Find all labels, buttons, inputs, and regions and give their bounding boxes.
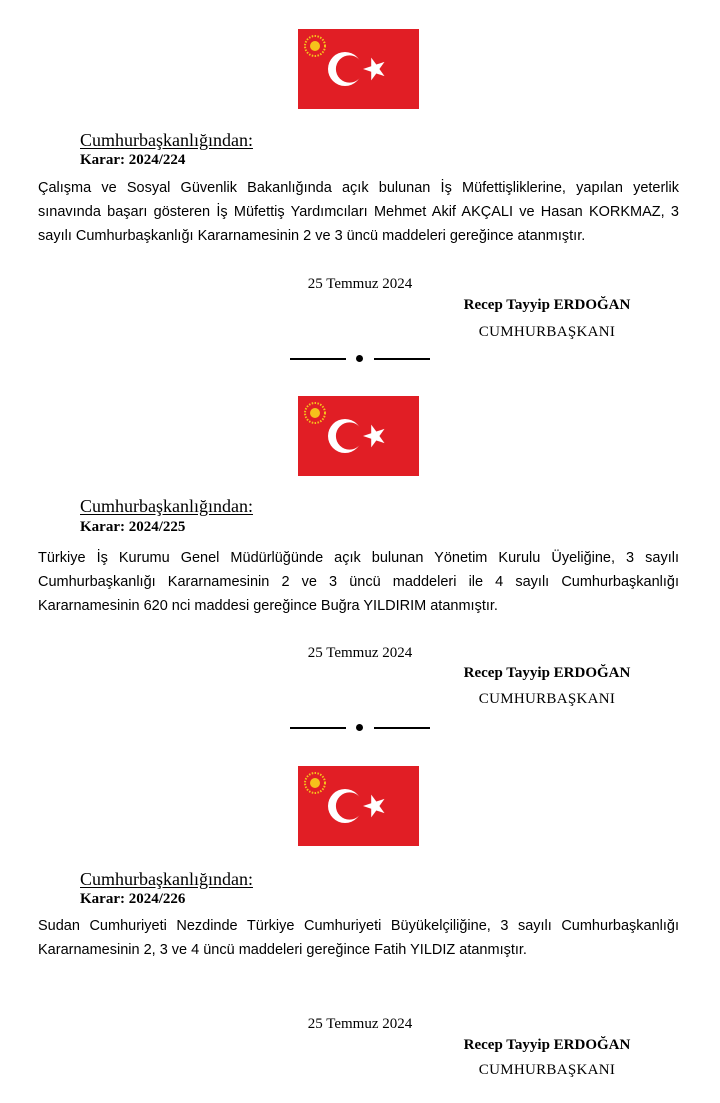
turkish-flag-icon: [298, 29, 419, 109]
signer-name: Recep Tayyip ERDOĞAN: [463, 665, 631, 681]
decision-date: 25 Temmuz 2024: [307, 276, 413, 292]
signer-title: CUMHURBAŞKANI: [478, 691, 616, 707]
section-divider: [290, 352, 430, 366]
turkish-flag-icon: [298, 766, 419, 846]
signer-name: Recep Tayyip ERDOĞAN: [463, 1037, 631, 1053]
decision-number: Karar: 2024/226: [80, 891, 186, 907]
decision-heading: Cumhurbaşkanlığından:: [80, 869, 253, 889]
decision-heading: Cumhurbaşkanlığından:: [80, 496, 253, 516]
turkish-flag-icon: [298, 396, 419, 476]
decision-text: Sudan Cumhuriyeti Nezdinde Türkiye Cumhuriyeti Büyükelçiliğine, 3 sayılı Cumhurbaşkanlığı Kararnamesinin 2, 3 ve 4 üncü maddeleri gereğince Fatih YILDIZ atanmıştır.: [38, 918, 679, 958]
decision-text: Türkiye İş Kurumu Genel Müdürlüğünde açık bulunan Yönetim Kurulu Üyeliğine, 3 sayılı Cumhurbaşkanlığı Kararnamesinin 2 ve 3 üncü maddeleri ile 4 sayılı Cumhurbaşkanlığı Kararnamesinin 620 nci maddesi gereğince Buğra YILDIRIM atanmıştır.: [38, 550, 679, 614]
signer-name: Recep Tayyip ERDOĞAN: [463, 297, 631, 313]
signer-title: CUMHURBAŞKANI: [478, 324, 616, 340]
section-divider: [290, 721, 430, 735]
decision-date: 25 Temmuz 2024: [307, 1016, 413, 1032]
decision-text: Çalışma ve Sosyal Güvenlik Bakanlığında açık bulunan İş Müfettişliklerine, yapılan yeterlik sınavında başarı gösteren İş Müfettiş Yardımcıları Mehmet Akif AKÇALI ve Hasan KORKMAZ, 3 sayılı Cumhurbaşkanlığı Kararnamesinin 2 ve 3 üncü maddeleri gereğince atanmıştır.: [38, 180, 679, 244]
decision-date: 25 Temmuz 2024: [307, 645, 413, 661]
decision-number: Karar: 2024/225: [80, 519, 186, 535]
signer-title: CUMHURBAŞKANI: [478, 1062, 616, 1078]
decision-heading: Cumhurbaşkanlığından:: [80, 130, 253, 150]
decision-number: Karar: 2024/224: [80, 152, 186, 168]
